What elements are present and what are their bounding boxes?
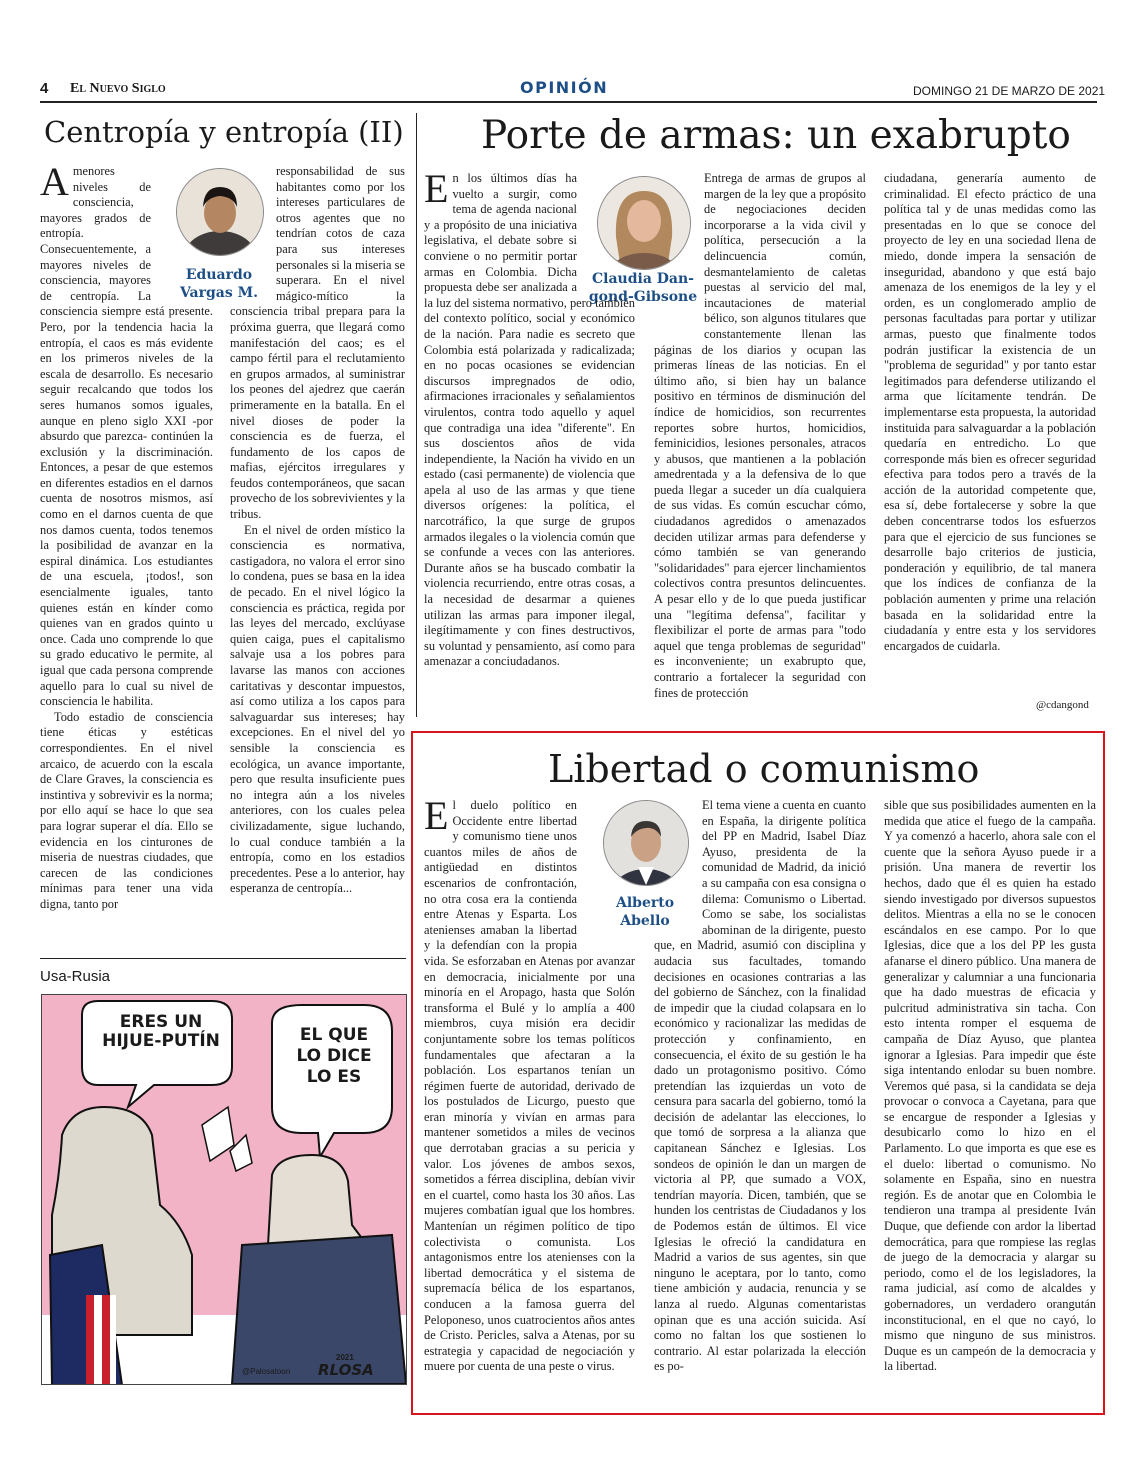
article1-column-2 (230, 164, 405, 946)
article2-column-1 (424, 171, 635, 711)
page-number: 4 (40, 80, 49, 97)
dropcap: E (424, 171, 449, 211)
cartoon-year: 2021 (336, 1353, 354, 1362)
article3-col3-text: sible que sus posibilidades aumenten en la medida que atice el fuego de la campaña. Y ya comenzó a hacerlo, ahora sale con el cuente que la señora Ayuso puede ir a prisión. Una manera de revertir los hechos, dado que él es quien ha estado siendo investigado por diversos supuestos delitos. Mientras a ella no se le conocen escándalos en ese campo. Por lo que Iglesias, dice que a los del PP les gusta afanarse el dinero público. Una manera de generalizar y calumniar a una funcionaria que ha dado muestras de eficacia y pulcritud administrativa sin tacha. Con esto intenta romper el esquema de campaña de Díaz Ayuso, que plantea ignorar a Iglesias. Para impedir que éste siga intentando enlodar su buen nombre. Veremos qué pasa, si la candidata se deja provocar o convoca a Cayetana, para que se encargue de responder a Iglesias y desubicarlo como lo hizo en el Parlamento. Lo que importa es que ese es el duelo: libertad o comunismo. No solamente en España, sino en nuestra región. Es de anotar que en Colombia le tendieron una trampa al presidente Iván Duque, que defiende con ardor la libertad democrática, para que rompiese las reglas de juego de la democracia y alargar su periodo, como el de los legisladores, la rama judicial, así como de alcaldes y gobernadores, un verdadero orangután inconstitucional, en el que no cayó, lo mismo que ninguno de sus ministros. Duque es un campeón de la democracia y la libertad. (884, 798, 1096, 1374)
paper-name: El Nuevo Siglo (70, 81, 166, 96)
article2-column-2 (654, 171, 866, 711)
article1-col1-text: menores niveles de consciencia, mayores grados de entropía. Consecuentemente, a mayores niveles de consciencia, mayores de centropía. La consciencia siempre está presente. Pero, por la tendencia hacia la entropía, el caos es más evidente en los primeros niveles de la escala de desarrollo. Es necesario seguir recalcando que todos los seres humanos somos iguales, aunque en pleno siglo XXI -por absurdo que parezca- continúen la exclusión y la discriminación. Entonces, a pesar de que estemos en diferentes estadios en el darnos cuenta de nosotros mismos, así como en el darnos cuenta de que nos damos cuenta, todos tenemos la posibilidad de avanzar en la espiral dinámica. Los estudiantes de una escuela, ¡todos!, son esencialmente iguales, tanto quienes están en kínder como quienes van en grados quinto u once. Cada uno comprende lo que su grado educativo le permite, al igual que cada persona comprende aquello para lo cual su nivel de consciencia le habilita. (40, 164, 213, 709)
article3-title: Libertad o comunismo (548, 747, 980, 791)
cartoon (41, 994, 407, 1385)
section-title: OPINIÓN (520, 78, 609, 97)
header-rule (40, 101, 1097, 103)
article2-title: Porte de armas: un exabrupto (481, 113, 1071, 158)
author-first: Alberto (615, 895, 675, 911)
author-handle: @cdangond (1036, 699, 1089, 711)
author-last: Vargas M. (179, 285, 258, 301)
article2-column-3 (884, 171, 1096, 695)
column-divider (416, 113, 417, 717)
article1-col2-text: responsabilidad de sus habitantes como por los intereses particulares de otros agentes que no tendrían cotos de caza para sus intereses personales si la miseria se superara. En el nivel mágico-mítico la consciencia tribal prepara para la próxima guerra, que llegará como manifestación del caos; es el campo fértil para el reclutamiento en grupos armados, al suministrar los peones del ajedrez que caerán primeramente en la batalla. En el nivel dioses de poder la consciencia es de fuerza, el fundamento de los capos de mafias, ejércitos irregulares y feudos contemporáneos, que sacan provecho de los sobrevivientes y la tribus. (230, 164, 405, 522)
article2-col3-text: ciudadana, generaría aumento de criminalidad. El efecto práctico de una política tal y de unas medidas como las presentadas en lo que se conoce del proyecto de ley en una sociedad llena de miedo, donde impera la sensación de inseguridad, abandono y que está bajo amenaza de los enemigos de la ley y el orden, es un conglomerado amplio de personas facultadas para portar y utilizar armas, puesto que finalmente todos podrán justificar la existencia de un "problema de seguridad" y por tanto estar legitimados para defenderse utilizando el arma que lícitamente tendrán. De implementarse esta propuesta, la autoridad instituida para salvaguardar a la población quedaría en entredicho. Lo que corresponde más bien es ofrecer seguridad efectiva para todos pero a través de la acción de la autoridad competente que, esa sí, debe fortalecerse y sobre la que deben concentrarse todos los esfuerzos para que el ejercicio de sus funciones se desarrolle bajo criterios de justicia, ponderación y equilibrio, de tal manera que los índices de confianza de la población aumenten y prime una relación basada en la solidaridad entre la ciudadanía y entre esta y los servidores encargados de cuidarla. (884, 171, 1096, 653)
speech-bubble-left: ERES UN HIJUE-PUTÍN (102, 1012, 220, 1051)
author-last: Abello (620, 913, 670, 929)
speech-bubble-right: EL QUE LO DICE LO ES (296, 1025, 372, 1087)
article2-col2-text: Entrega de armas de grupos al margen de la ley que a propósito de negociaciones deciden incorporarse a la vida civil y política, persecución a la delincuencia común, desmantelamiento de caletas puestas al servicio del mal, incautaciones de material bélico, son algunos titulares que constantemente llenan las páginas de los diarios y ocupan las primeras líneas de las noticias. En el último año, si bien hay un balance positivo en términos de disminución del índice de homicidios, son recurrentes reportes sobre hurtos, homicidios, feminicidios, lesiones personales, atracos y abusos, que mantienen a la población amedrentada y a la defensiva de lo que pueda llegar a suceder un día cualquiera de sus vidas. Es común escuchar cómo, ciudadanos agredidos o amenazados deciden utilizar armas para defenderse y cómo también se van generando "solidaridades" para ejercer linchamientos colectivos contra presuntos delincuentes. A pesar ello y de lo que pueda justificar una "legítima defensa", facilitar y flexibilizar el porte de armas para "todo aquel que tenga problemas de seguridad" es inconveniente; un exabrupto que, contrario a fortalecer la seguridad con fines de protección (654, 171, 866, 700)
cartoon-signature: RLOSA (318, 1361, 374, 1379)
author-first: Eduardo (185, 267, 253, 283)
dropcap: E (424, 798, 449, 838)
section-rule (40, 958, 406, 959)
article1-col2b-text: En el nivel de orden místico la consciencia es normativa, castigadora, no valora el error sino lo condena, pues se basa en la idea de pecado. En el nivel lógico la consciencia es práctica, regida por las leyes del mercado, exclúyase quien caiga, pues el capitalismo salvaje usa a los pobres para lavarse las manos con acciones caritativas y descontar impuestos, así como utiliza a los capos para salvaguardar sus intereses; hay excepciones. En el nivel del yo sensible la consciencia es ecológica, un avance importante, pero que resulta insuficiente pues no integra aún a los niveles anteriores, con los cuales pelea civilizadamente, sigue luchando, lo cual conduce también a la entropía, como en los estadios precedentes. Pese a lo anterior, hay esperanza de centropía... (230, 522, 405, 896)
article3-column-3 (884, 798, 1096, 1386)
article3-column-1 (424, 798, 635, 1386)
article1-column-1 (40, 164, 213, 946)
article3-col1-text: l duelo político en Occidente entre libertad y comunismo tiene unos cuantos miles de años de antigüedad en distintos escenarios de confrontación, no otra cosa era la contienda entre Atenas y Esparta. Los atenienses amaban la libertad y la defendían con la propia vida. Se esforzaban en Atenas por avanzar en democracia, inicialmente por una minoría en el Aropago, hasta que Solón transforma el Bulé y lo amplía a 400 miembros, cuya misión era decidir conjuntamente sobre los temas políticos fundamentales que afectaran a la población. Los espartanos tenían un régimen fuerte de autoridad, derivado de los postulados de Licurgo, puesto que eran minoría y vivían en armas para mantener sometidos a miles de vecinos que derrotaban gracias a su pericia y valor. Los jóvenes de ambos sexos, sometidos a férrea disciplina, debían vivir en el cuartel, como hasta los 30 años. Las mujeres combatían igual que los hombres. Mantenían un régimen político de tipo colectivista o comunista. Los antagonismos entre los atenienses con la libertad democrática y el sistema de supremacía bélica de los espartanos, conducen a la famosa guerra del Peloponeso, unos cuatrocientos años antes de Cristo. Pericles, salva a Atenas, por su estrategia y capacidad de negociación y muere por cuenta de una peste o virus. (424, 798, 635, 1374)
cartoon-credit: @Palosatoon (242, 1367, 291, 1376)
cartoon-caption: Usa-Rusia (40, 968, 111, 985)
issue-date: DOMINGO 21 DE MARZO DE 2021 (913, 84, 1106, 98)
article2-col1-text: n los últimos días ha vuelto a surgir, como tema de agenda nacional y a propósito de una iniciativa legislativa, el debate sobre si conviene o no permitir portar armas en Colombia. Dicha propuesta debe ser analizada a la luz del sistema normativo, pero también del contexto político, social y económico de la nación. Para nadie es secreto que Colombia está polarizada y radicalizada; en no pocas ocasiones se evidencian discursos impregnados de odio, afirmaciones irracionales y señalamientos virulentos, contra todo aquello y aquel que contradiga una idea "diferente". En sus doscientos años de vida independiente, la Nación ha vivido en un estado (casi permanente) de violencia que apela al uso de las armas y que tiene diversos orígenes: la política, el narcotráfico, la que surge de grupos armados ilegales o la violencia común que se confunde a veces con las anteriores. Durante años se ha buscado combatir la violencia recurriendo, entre otras cosas, a la necesidad de desarmar a quienes utilizan las armas para imponer ilegal, ilegítimamente y con fines destructivos, su voluntad y pensamiento, así como para amenazar a conciudadanos. (424, 171, 635, 669)
author-first: Claudia Dan- (592, 271, 694, 287)
article1-title: Centropía y entropía (II) (44, 115, 404, 149)
article3-column-2 (654, 798, 866, 1386)
article3-col2-text: El tema viene a cuenta en cuanto en España, la dirigente política del PP en Madrid, Isabel Díaz Ayuso, presidenta de la comunidad de Madrid, da inició a su campaña con esa consigna o dilema: Comunismo o Libertad. Como se sabe, los socialistas abominan de la dirigente, puesto que, en Madrid, asumió con disciplina y audacia sus facultades, tomando decisiones en ocasiones contrarias a las del gobierno de Sánchez, con la finalidad de impedir que la ciudad colapsara en lo económico y racionalizar las medidas de protección y confinamiento, en consecuencia, el éxito de su gestión le ha dado un protagonismo positivo. Cómo pretendían las izquierdas un voto de censura para sacarla del gobierno, tomó la decisión de adelantar las elecciones, lo que tomó de sorpresa a la alianza que capitanean Sánchez e Iglesias. Los sondeos de opinión le dan un margen de victoria al PP, que sumado a VOX, tendrían mayoría. Dicen, también, que se hunden los centristas de Ciudadanos y los de Podemos están de últimos. El vice Iglesias le ofreció la candidatura en Madrid a varios de sus agentes, sin que ninguno le aceptara, por lo tanto, como tiene ambición y audacia, renuncia y se lanza al ruedo. Algunas comentaristas opinan que es una acción suicida. Así como no faltan los que sostienen lo contrario. Al estar polarizada la elección es po- (654, 798, 866, 1374)
author-last: gond-Gibsone (588, 289, 698, 305)
dropcap: A (40, 164, 69, 204)
article1-col1b-text: Todo estadio de consciencia tiene éticas y estéticas correspondientes. En el nivel arcaico, de acuerdo con la escala de Clare Graves, la consciencia es instintiva y sobrevivir es la norma; por ello aquí se hace lo que sea para lograr superar el día. Ello se evidencia en los cinturones de miseria de nuestras ciudades, que carecen de las condiciones mínimas para tener una vida digna, tanto por (40, 709, 213, 911)
